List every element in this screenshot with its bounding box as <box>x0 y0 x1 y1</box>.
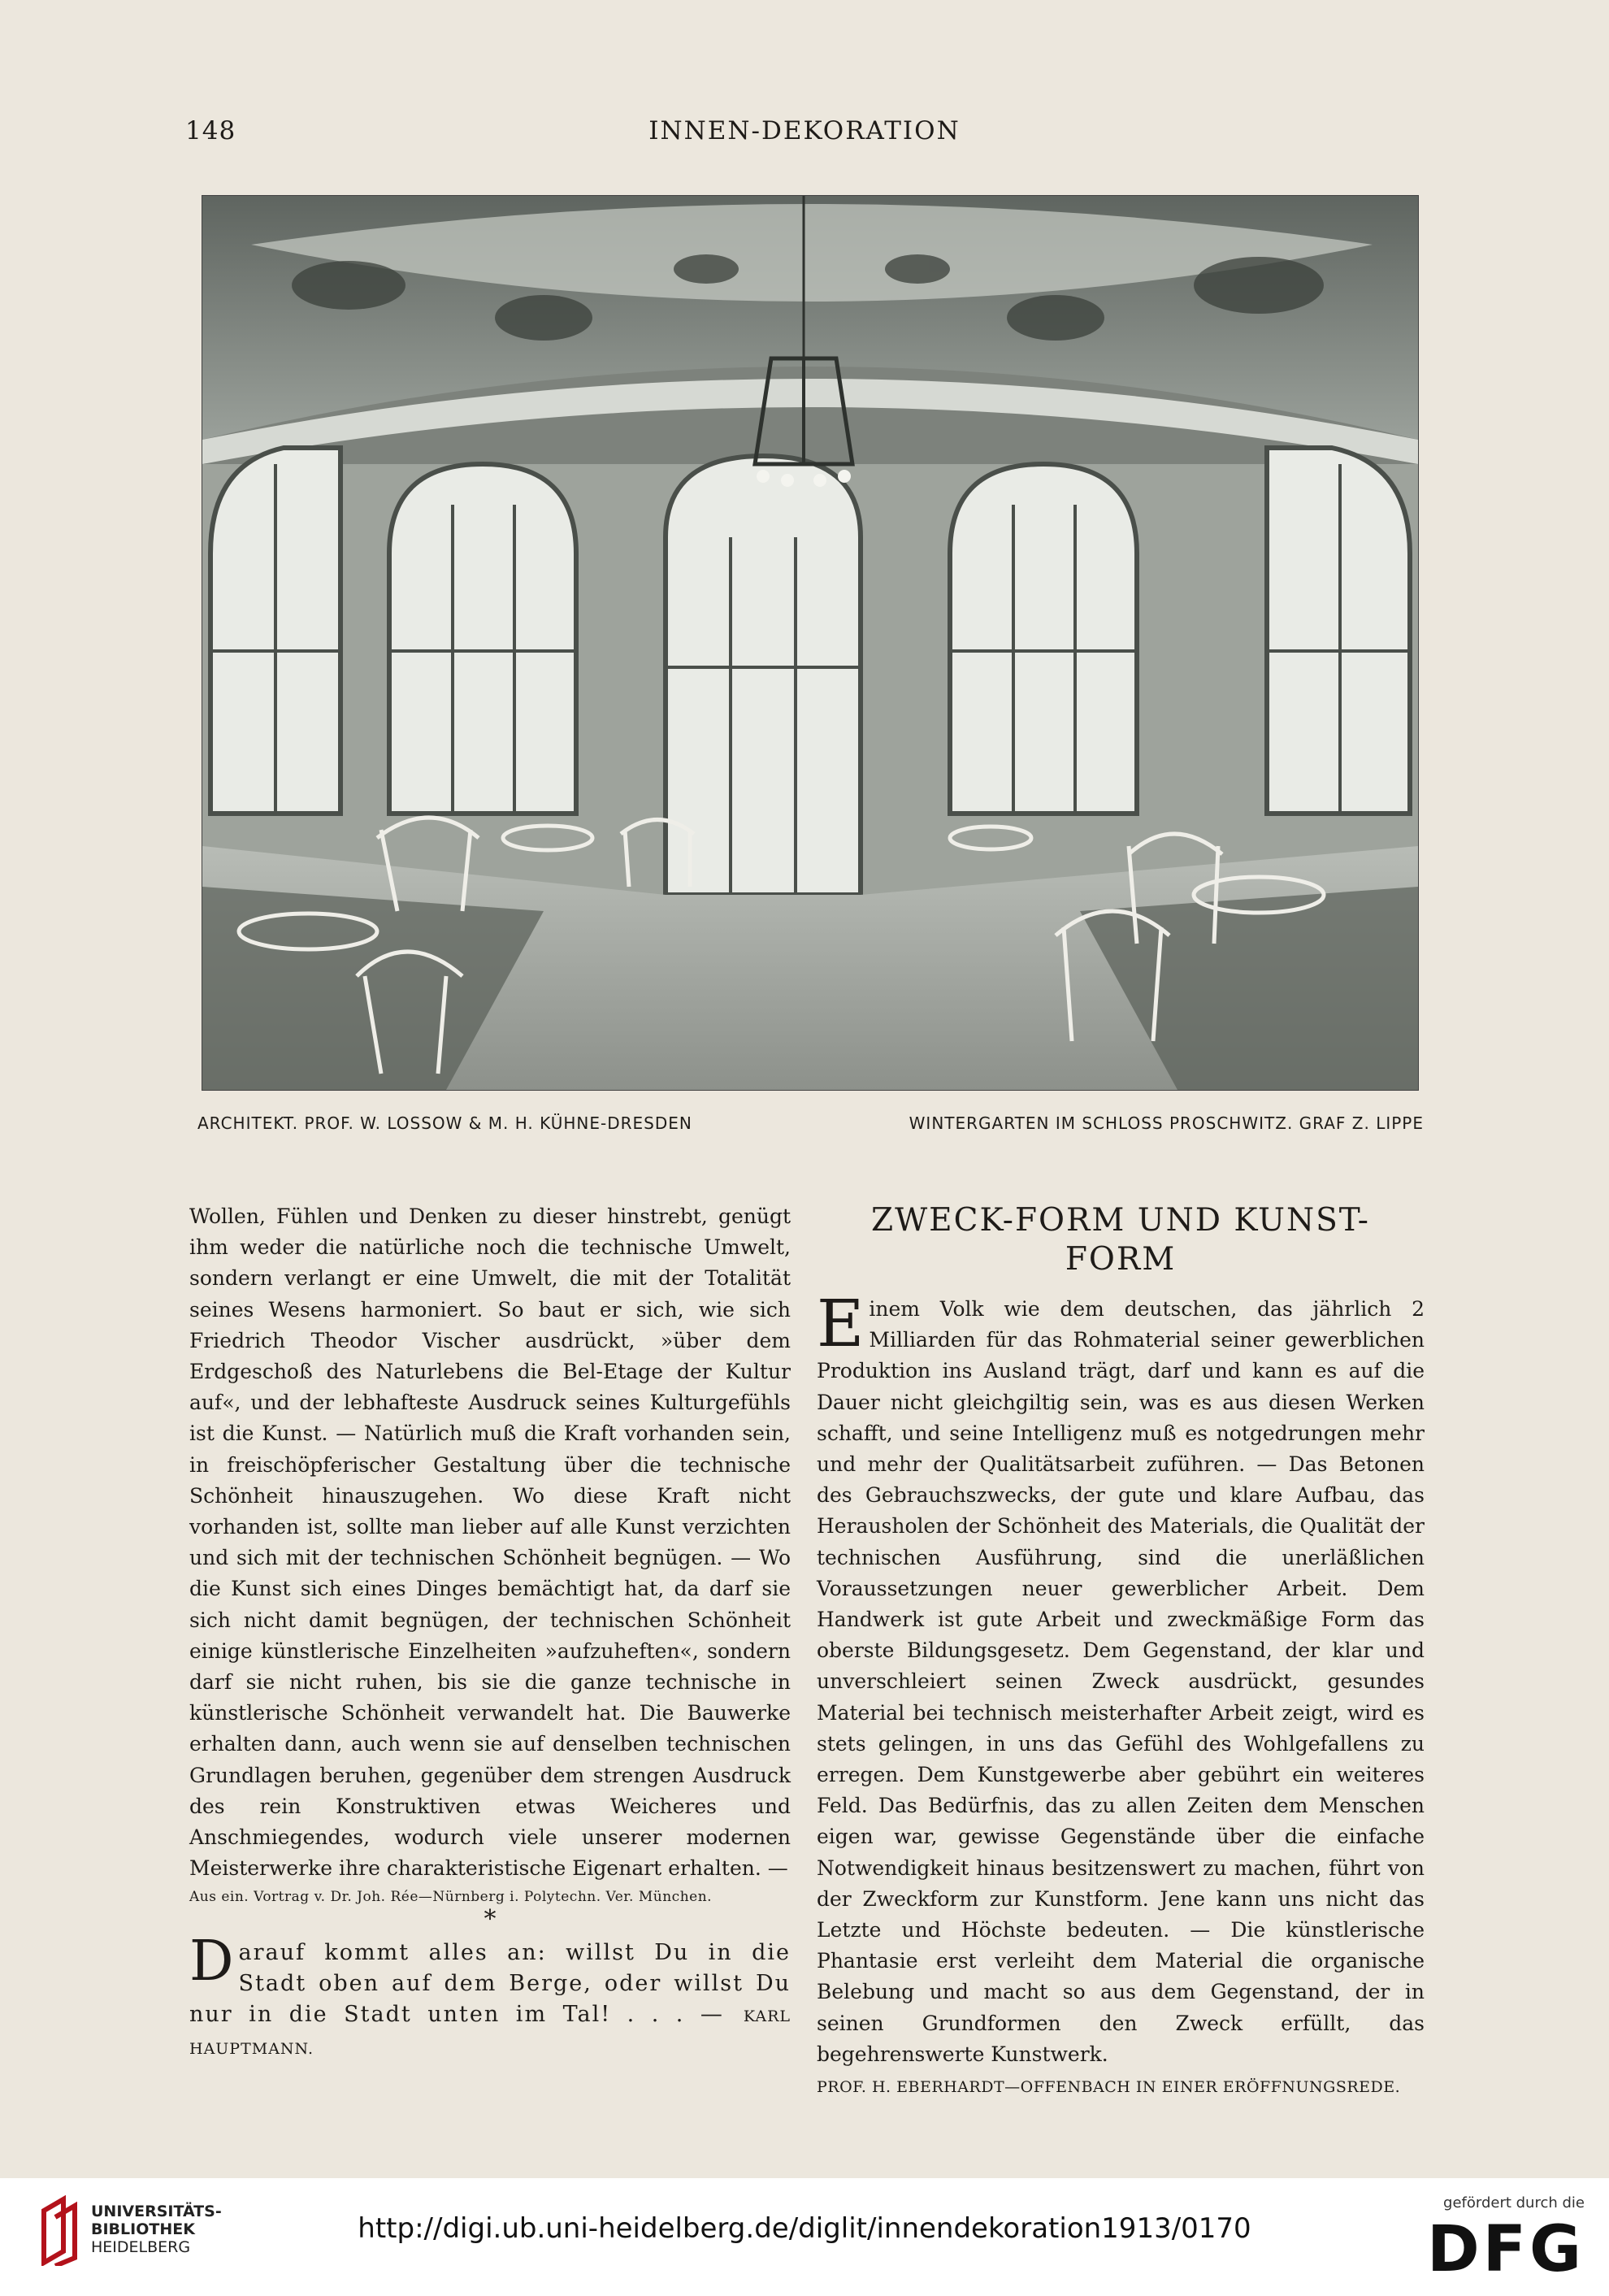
quote-author: KARL HAUPTMANN. <box>189 2007 791 2059</box>
essay-continuation: Wollen, Fühlen und Denken zu dieser hinstrebt, genügt ihm weder die natürliche noch die technische Umwelt, sondern verlangt er eine Umwelt, die mit der Totalität seines Wesens harmoniert. So baut er sich, wie sich Friedrich Theodor Vischer ausdrückt, »über dem Erdgeschoß des Naturlebens die Bel-Etage der Kultur auf«, und der lebhafteste Ausdruck seines Kulturgefühls ist die Kunst. — Natürlich muß die Kraft vorhanden sein, in freischöpferischer Gestaltung über die technische Schönheit hinauszugehen. Wo diese Kraft nicht vorhanden ist, sollte man lieber auf alle Kunst verzichten und sich mit der technischen Schönheit begnügen. — Wo die Kunst sich eines Dinges bemächtigt hat, da darf sie sich nicht damit begnügen, der technischen Schönheit einige künstlerische Einzelheiten »aufzuheften«, sondern darf sie nicht ruhen, bis sie die ganze technische in künstlerische Schönheit verwandelt hat. Die Bauwerke erhalten dann, auch wenn sie auf denselben technischen Grundlagen beruhen, gegenüber dem strengen Ausdruck des rein Konstruktiven etwas Weicheres und Anschmiegendes, wodurch viele unserer modernen Meisterwerke ihre charakteristische Eigenart erhalten. — <box>189 1204 791 1881</box>
right-column <box>817 1201 1425 2103</box>
article-byline: PROF. H. EBERHARDT—OFFENBACH IN EINER ERÖFFNUNGSREDE. <box>817 2078 1401 2097</box>
dfg-logo: DFG <box>1426 2213 1585 2286</box>
library-name-line1: UNIVERSITÄTS- <box>91 2203 222 2220</box>
hauptmann-quote <box>189 1929 791 2064</box>
article-initial: E <box>817 1286 865 1361</box>
photo-caption-architect: ARCHITEKT. PROF. W. LOSSOW & M. H. KÜHNE-DRESDEN <box>197 1113 692 1133</box>
library-name-line2: BIBLIOTHEK <box>91 2220 195 2238</box>
quote-initial: D <box>189 1929 236 1994</box>
article-body-text: inem Volk wie dem deutschen, das jährlich 2 Milliarden für das Rohmaterial seiner gewerblichen Produktion ins Ausland trägt, darf und kann es auf die Dauer nicht gleichgiltig sein, was es aus diesen Werken schafft, und seine Intelligenz muß es notgedrungen mehr und mehr der Qualitätsarbeit zuführen. — Das Betonen des Gebrauchszwecks, der gute und klare Aufbau, das Herausholen der Schönheit des Materials, die Qualität der technischen Ausführung, sind die unerläßlichen Voraussetzungen neuer gewerblicher Arbeit. Dem Handwerk ist gute Arbeit und zweckmäßige Form das oberste Bildungsgesetz. Dem Gegenstand, der klar und unverschleiert seinen Zweck ausdrückt, gesundes Material bei technisch meisterhafter Arbeit zeigt, wird es stets gelingen, in uns das Gefühl des Wohlgefallens zu erregen. Dem Kunstgewerbe aber gebührt ein weiteres Feld. Das Bedürfnis, das zu allen Zeiten dem Menschen eigen war, gewisse Gegenstände über die einfache Notwendigkeit hinaus besitzenswert zu machen, führt von der Zweckform zur Kunstform. Jene kann uns nicht das Letzte und Höchste bedeuten. — Die künstlerische Phantasie erst verleiht dem Material die organische Belebung und macht so aus dem Gegenstand, der in seinen Grundformen den Zweck erfüllt, das begehrenswerte Kunstwerk. <box>817 1297 1425 2066</box>
left-column <box>189 1201 791 2064</box>
running-head: INNEN-DEKORATION <box>648 116 961 145</box>
photo-caption-location: WINTERGARTEN IM SCHLOSS PROSCHWITZ. GRAF Z. LIPPE <box>909 1113 1424 1133</box>
library-name-line3: HEIDELBERG <box>91 2238 191 2256</box>
page-number: 148 <box>185 116 236 145</box>
section-separator: * <box>484 1905 497 1934</box>
article-body <box>817 1286 1425 2070</box>
wintergarden-photo-illustration <box>202 196 1418 1090</box>
funding-text: gefördert durch die <box>1443 2194 1585 2211</box>
source-note: Aus ein. Vortrag v. Dr. Joh. Rée—Nürnberg i. Polytechn. Ver. München. <box>189 1889 713 1906</box>
document-url[interactable]: http://digi.ub.uni-heidelberg.de/diglit/innendekoration1913/0170 <box>358 2212 1251 2245</box>
article-title: ZWECK-FORM UND KUNST-FORM <box>871 1202 1370 1278</box>
quote-text: arauf kommt alles an: willst Du in die Stadt oben auf dem Berge, oder willst Du nur in die Stadt unten im Tal! . . . — <box>189 1940 791 2028</box>
wintergarden-photo <box>202 195 1419 1091</box>
